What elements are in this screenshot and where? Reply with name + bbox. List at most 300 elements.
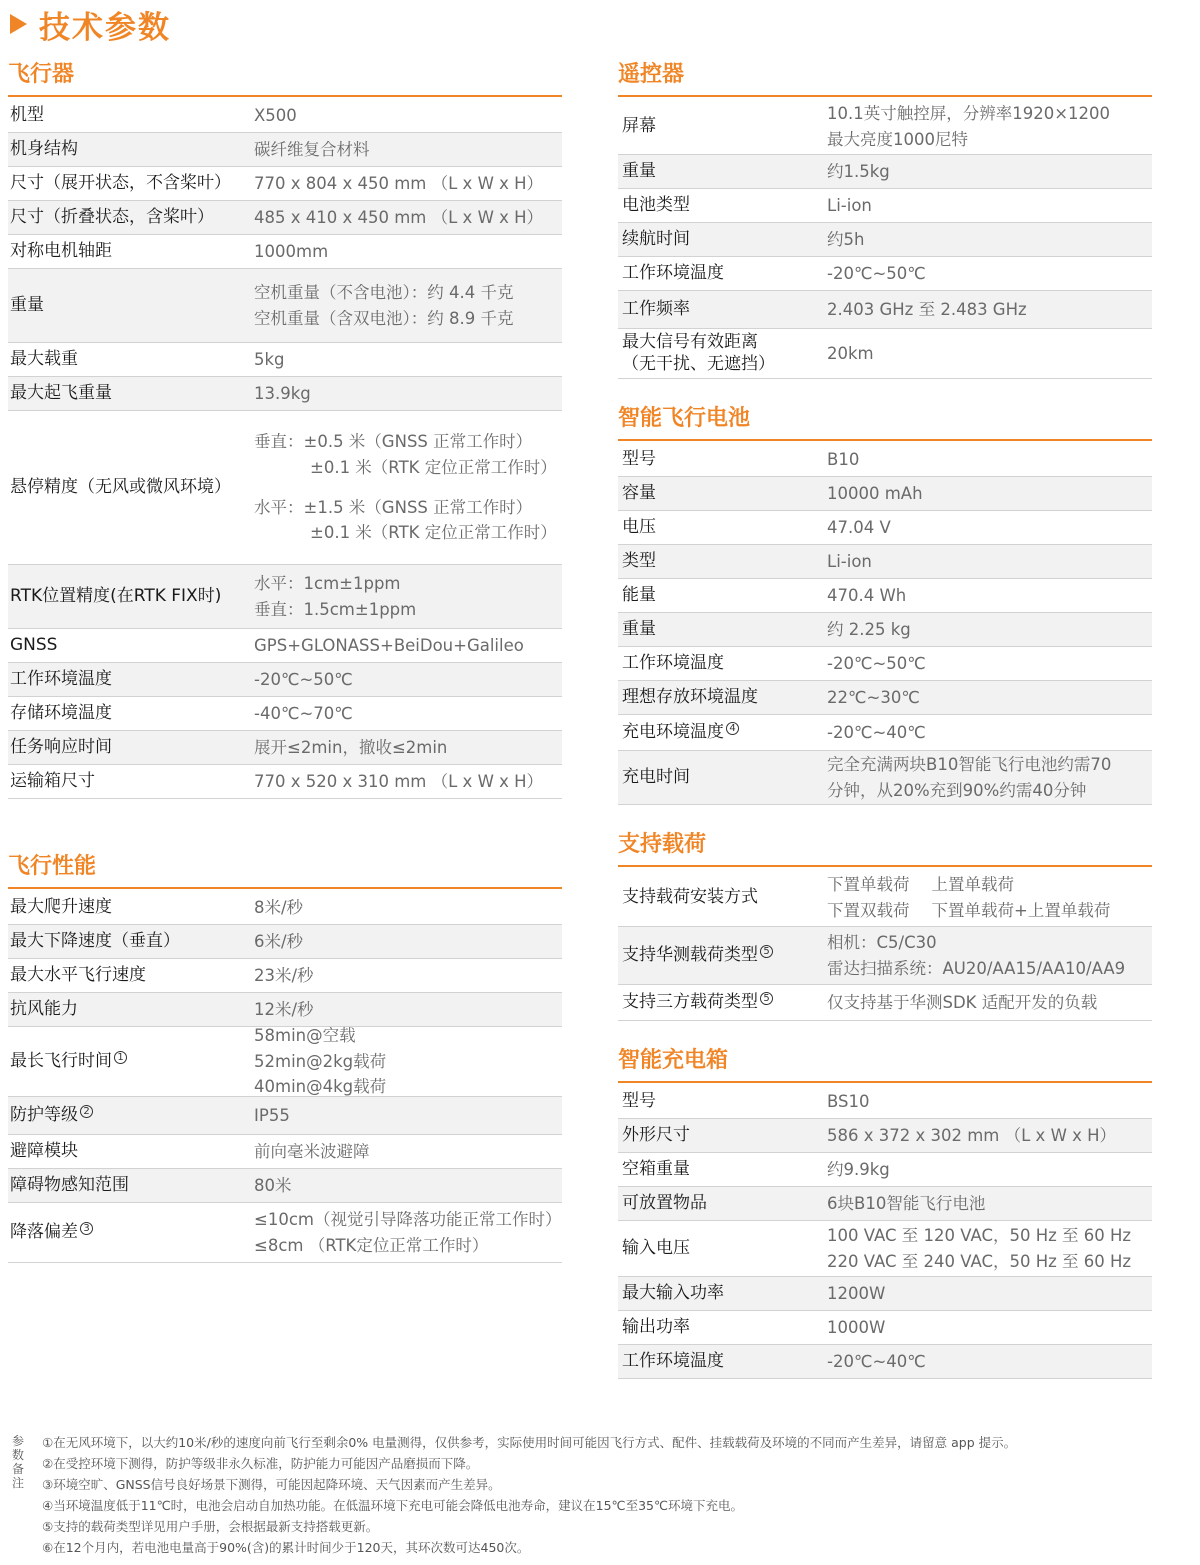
spec-value [250, 1173, 292, 1199]
spec-value-line: 1000W [827, 1317, 886, 1337]
spec-section [618, 55, 1152, 379]
spec-value [250, 1023, 386, 1100]
spec-label [8, 737, 250, 758]
section-title: 智能充电箱 [618, 1041, 1152, 1083]
footnote-item: ⑤支持的载荷类型详见用户手册，会根据最新支持搭载更新。 [42, 1519, 379, 1534]
page-title-text: 技术参数 [39, 9, 171, 46]
spec-value-line: 47.04 V [827, 517, 891, 537]
spec-value-line: 100 VAC 至 120 VAC，50 Hz 至 60 Hz [827, 1225, 1132, 1245]
spec-value [250, 137, 370, 163]
spec-row [618, 1187, 1152, 1221]
spec-value [827, 1157, 890, 1183]
spec-label-text: 防护等级 [10, 1104, 78, 1125]
spec-label-text: 续航时间 [622, 228, 690, 249]
spec-label [8, 999, 250, 1020]
spec-label [618, 1091, 827, 1112]
spec-table [8, 99, 562, 799]
spec-label-text: 工作环境温度 [10, 668, 112, 689]
spec-label [8, 669, 250, 690]
spec-value-line: 分钟，从20%充到90%约需40分钟 [827, 780, 1087, 800]
spec-value [827, 1123, 1116, 1149]
spec-value-line: 展开≤2min，撤收≤2min [254, 737, 448, 757]
spec-value-line: 约 2.25 kg [827, 619, 911, 639]
spec-value [250, 171, 543, 197]
spec-value-line: 10.1英寸触控屏，分辨率1920×1200 [827, 103, 1111, 123]
spec-label [8, 241, 250, 262]
spec-value-line: 约5h [827, 229, 865, 249]
spec-label [618, 1193, 827, 1214]
spec-value-line: 垂直：1.5cm±1ppm [254, 599, 417, 619]
section-title: 飞行性能 [8, 847, 562, 889]
spec-label [618, 299, 827, 320]
spec-value [250, 701, 353, 727]
spec-value-line: 12米/秒 [254, 999, 314, 1019]
spec-value-line: 下置双载荷 [827, 900, 910, 920]
spec-row [8, 133, 562, 167]
spec-label [8, 703, 250, 724]
spec-row [618, 477, 1152, 511]
spec-value [250, 1139, 370, 1165]
spec-value [827, 193, 872, 219]
spec-table [618, 99, 1152, 379]
spec-label [618, 1351, 827, 1372]
spec-section [618, 399, 1152, 805]
arrow-icon [10, 14, 27, 34]
spec-value-line: 约9.9kg [827, 1159, 890, 1179]
spec-label-line: （无干扰、无遮挡） [622, 353, 775, 374]
spec-label-text: 障碍物感知范围 [10, 1174, 129, 1195]
spec-value-line: 22℃~30℃ [827, 687, 920, 707]
spec-label-text: 重量 [622, 618, 656, 639]
spec-value [827, 872, 1110, 923]
spec-value-line: 水平：±1.5 米（GNSS 正常工作时） [254, 497, 533, 517]
spec-label-text: 型号 [622, 448, 656, 469]
spec-label-text: 充电时间 [622, 766, 690, 787]
spec-value-line: 13.9kg [254, 383, 311, 403]
spec-value-line: 470.4 Wh [827, 585, 907, 605]
spec-label [618, 653, 827, 674]
spec-row [8, 993, 562, 1027]
spec-value [827, 261, 926, 287]
spec-value-line: -20℃~40℃ [827, 1351, 926, 1371]
spec-row [8, 411, 562, 565]
spec-label [618, 687, 827, 708]
spec-label [8, 383, 250, 404]
spec-row [618, 1221, 1152, 1277]
spec-value [827, 1281, 885, 1307]
spec-value-line: ±0.1 米（RTK 定位正常工作时） [310, 523, 557, 543]
footnote-marker: 2 [80, 1105, 93, 1118]
spec-value-line: 6块B10智能飞行电池 [827, 1193, 986, 1213]
spec-value [827, 341, 874, 367]
spec-label [618, 1283, 827, 1304]
spec-row [618, 1345, 1152, 1379]
spec-row [618, 511, 1152, 545]
spec-value [827, 1089, 870, 1115]
spec-label [618, 992, 827, 1013]
spec-label [618, 1238, 827, 1259]
spec-label [618, 945, 827, 966]
spec-label [618, 1159, 827, 1180]
spec-value-line: Li-ion [827, 551, 872, 571]
spec-value-line: 下置单载荷+上置单载荷 [931, 900, 1111, 920]
spec-value-line: 1000mm [254, 241, 329, 261]
spec-value [827, 930, 1125, 981]
spec-label [618, 887, 827, 908]
spec-value [250, 633, 524, 659]
spec-row [618, 443, 1152, 477]
spec-value-line: 40min@4kg载荷 [254, 1077, 387, 1097]
spec-value-line: 586 x 372 x 302 mm （L x W x H） [827, 1125, 1117, 1145]
spec-row [618, 869, 1152, 927]
spec-row [8, 201, 562, 235]
spec-value-line: ≤10cm（视觉引导降落功能正常工作时） [254, 1209, 562, 1229]
spec-label-text: 工作环境温度 [622, 262, 724, 283]
spec-value [827, 101, 1110, 152]
spec-label [618, 585, 827, 606]
spec-section [618, 1041, 1152, 1379]
spec-value [250, 103, 297, 129]
spec-row [618, 291, 1152, 329]
spec-value [250, 963, 314, 989]
spec-label-text: 电池类型 [622, 194, 690, 215]
spec-row [618, 751, 1152, 805]
spec-value [827, 297, 1027, 323]
spec-value-line: 10000 mAh [827, 483, 923, 503]
spec-row [618, 545, 1152, 579]
spec-value-line: 碳纤维复合材料 [254, 139, 370, 159]
spec-label-text: 支持载荷安装方式 [622, 886, 758, 907]
spec-value-line: 上置单载荷 [931, 874, 1014, 894]
spec-value-line: 770 x 520 x 310 mm （L x W x H） [254, 771, 544, 791]
spec-value-line: 52min@2kg载荷 [254, 1051, 387, 1071]
spec-value [827, 583, 906, 609]
spec-section [8, 55, 562, 799]
spec-value-line: 220 VAC 至 240 VAC，50 Hz 至 60 Hz [827, 1251, 1132, 1271]
spec-row [8, 765, 562, 799]
spec-label [8, 139, 250, 160]
spec-label-text: 最大起飞重量 [10, 382, 112, 403]
spec-label-text: 最大水平飞行速度 [10, 964, 146, 985]
section-title: 飞行器 [8, 55, 562, 97]
spec-table [618, 1085, 1152, 1379]
spec-value [827, 685, 920, 711]
spec-value [250, 895, 303, 921]
spec-label [8, 173, 250, 194]
spec-value-line: ≤8cm （RTK定位正常工作时） [254, 1235, 489, 1255]
spec-value-line: 空机重量（不含电池）：约 4.4 千克 [254, 282, 514, 302]
spec-label [8, 771, 250, 792]
spec-row [8, 731, 562, 765]
spec-label [618, 1125, 827, 1146]
spec-value [827, 447, 859, 473]
spec-row [8, 269, 562, 343]
page-title [10, 2, 171, 46]
spec-value-line: 相机：C5/C30 [827, 932, 937, 952]
spec-label [8, 1141, 250, 1162]
spec-table [618, 869, 1152, 1021]
footnote-item: ②在受控环境下测得，防护等级非永久标准，防护能力可能因产品磨损而下降。 [42, 1456, 479, 1471]
spec-value [827, 227, 864, 253]
spec-value-line: 空机重量（含双电池）：约 8.9 千克 [254, 308, 514, 328]
footnote-marker: 5 [760, 992, 773, 1005]
spec-label [8, 1175, 250, 1196]
spec-value-line: 仅支持基于华测SDK 适配开发的负载 [827, 992, 1098, 1012]
footnote-marker: 1 [114, 1051, 127, 1064]
spec-value [250, 347, 285, 373]
spec-label [8, 207, 250, 228]
spec-value [250, 571, 416, 622]
left-column [8, 55, 562, 1263]
spec-label [618, 195, 827, 216]
spec-value-line: 58min@空载 [254, 1026, 356, 1046]
spec-row [8, 565, 562, 629]
spec-value [250, 929, 303, 955]
spec-row [618, 681, 1152, 715]
spec-value-line: 雷达扫描系统：AU20/AA15/AA10/AA9 [827, 958, 1126, 978]
spec-label-text: 外形尺寸 [622, 1124, 690, 1145]
spec-label-text: 类型 [622, 550, 656, 571]
spec-label-text: 屏幕 [622, 115, 656, 136]
spec-row [618, 613, 1152, 647]
spec-value [250, 280, 513, 331]
spec-label-text: 尺寸（折叠状态，含桨叶） [10, 206, 214, 227]
spec-label-text: 任务响应时间 [10, 736, 112, 757]
spec-label-line: 最大信号有效距离 [622, 332, 758, 353]
spec-label-text: 重量 [622, 160, 656, 181]
spec-value [250, 239, 328, 265]
spec-value-line: 8米/秒 [254, 897, 304, 917]
spec-value-line: 前向毫米波避障 [254, 1141, 370, 1161]
spec-value-line: BS10 [827, 1091, 870, 1111]
spec-row [8, 891, 562, 925]
spec-value [827, 1315, 885, 1341]
spec-label [618, 229, 827, 250]
spec-value [250, 735, 447, 761]
spec-label [8, 586, 250, 607]
spec-row [8, 99, 562, 133]
spec-label [8, 1051, 250, 1072]
spec-label [8, 105, 250, 126]
right-column [618, 55, 1152, 1379]
spec-row [618, 223, 1152, 257]
spec-value-line: -40℃~70℃ [254, 703, 353, 723]
spec-row [618, 647, 1152, 681]
spec-value-line: ±0.1 米（RTK 定位正常工作时） [310, 457, 557, 477]
spec-value [827, 1349, 926, 1375]
section-title: 遥控器 [618, 55, 1152, 97]
spec-label [618, 116, 827, 137]
spec-label [8, 477, 250, 498]
spec-label-text: 最大下降速度（垂直） [10, 930, 180, 951]
spec-value-line: 6米/秒 [254, 931, 304, 951]
footnote-marker: 4 [726, 722, 739, 735]
spec-value-line: -20℃~40℃ [827, 722, 926, 742]
spec-row [8, 663, 562, 697]
footnote-marker: 5 [760, 945, 773, 958]
spec-row [8, 343, 562, 377]
spec-label [618, 1317, 827, 1338]
spec-row [8, 1203, 562, 1263]
spec-row [8, 167, 562, 201]
spec-table [618, 443, 1152, 805]
spec-value [250, 997, 314, 1023]
spec-label [618, 483, 827, 504]
spec-value-line: 约1.5kg [827, 161, 890, 181]
spec-value [827, 617, 911, 643]
spec-row [618, 189, 1152, 223]
spec-label-text: GNSS [10, 634, 58, 655]
footnote-item: ①在无风环境下，以大约10米/秒的速度向前飞行至剩余0% 电量测得，仅供参考，实际使用时间可能因飞行方式、配件、挂载载荷及环境的不同而产生差异，请留意 app 提示。 [42, 1435, 1017, 1450]
spec-row [618, 1085, 1152, 1119]
spec-row [8, 235, 562, 269]
spec-value [250, 205, 543, 231]
spec-label-text: 降落偏差 [10, 1221, 78, 1242]
section-title: 支持载荷 [618, 825, 1152, 867]
spec-value [250, 769, 543, 795]
footnote-marker: 3 [80, 1222, 93, 1235]
spec-value [250, 667, 353, 693]
footnotes-list [42, 1432, 1016, 1558]
spec-row [8, 1097, 562, 1135]
spec-label-text: 对称电机轴距 [10, 240, 112, 261]
spec-label [8, 965, 250, 986]
spec-value [827, 549, 872, 575]
spec-value [827, 1223, 1131, 1274]
spec-value [827, 481, 923, 507]
spec-value-line: 80米 [254, 1175, 292, 1195]
spec-label [618, 619, 827, 640]
spec-row [618, 155, 1152, 189]
spec-label-text: 可放置物品 [622, 1192, 707, 1213]
footnote-item: ③环境空旷、GNSS信号良好场景下测得，可能因起降环境、天气因素而产生差异。 [42, 1477, 501, 1492]
spec-label-text: 能量 [622, 584, 656, 605]
spec-label-text: 尺寸（展开状态，不含桨叶） [10, 172, 231, 193]
spec-row [618, 1277, 1152, 1311]
spec-value [250, 1207, 561, 1258]
spec-value [827, 752, 1111, 803]
spec-label-text: 重量 [10, 294, 44, 315]
payload-mount-grid [827, 872, 1110, 923]
spec-row [8, 629, 562, 663]
spec-value-line: B10 [827, 449, 860, 469]
spec-label [8, 931, 250, 952]
spec-value-line: GPS+GLONASS+BeiDou+Galileo [254, 635, 524, 655]
spec-label-text: 支持华测载荷类型 [622, 944, 758, 965]
spec-value-line: 水平：1cm±1ppm [254, 573, 401, 593]
spec-value-line: 23米/秒 [254, 965, 314, 985]
spec-label-text: 工作环境温度 [622, 652, 724, 673]
spec-value [827, 159, 890, 185]
spec-label [8, 1222, 250, 1243]
spec-value-line: 1200W [827, 1283, 886, 1303]
spec-row [618, 1311, 1152, 1345]
spec-value-line: 完全充满两块B10智能飞行电池约需70 [827, 754, 1112, 774]
spec-value-line: Li-ion [827, 195, 872, 215]
spec-value-line: -20℃~50℃ [827, 653, 926, 673]
spec-label-text: 理想存放环境温度 [622, 686, 758, 707]
spec-label [618, 517, 827, 538]
spec-label-text: 运输箱尺寸 [10, 770, 95, 791]
spec-label [618, 767, 827, 788]
spec-label-text: 工作频率 [622, 298, 690, 319]
spec-value-line: 垂直：±0.5 米（GNSS 正常工作时） [254, 432, 533, 452]
spec-row [618, 715, 1152, 751]
spec-label [618, 332, 827, 375]
spec-label [8, 349, 250, 370]
spec-row [8, 959, 562, 993]
spec-label-text: 最长飞行时间 [10, 1050, 112, 1071]
spec-value-line: -20℃~50℃ [827, 263, 926, 283]
spec-row [8, 1135, 562, 1169]
spec-value-line: 2.403 GHz 至 2.483 GHz [827, 299, 1027, 319]
spec-row [618, 985, 1152, 1021]
spec-row [618, 1119, 1152, 1153]
spec-label [618, 551, 827, 572]
spec-table [8, 891, 562, 1263]
spec-value [250, 429, 557, 545]
spec-label-text: 存储环境温度 [10, 702, 112, 723]
spec-row [8, 1027, 562, 1097]
spec-value-line: 485 x 410 x 450 mm （L x W x H） [254, 207, 544, 227]
spec-row [618, 1153, 1152, 1187]
spec-value [250, 1103, 290, 1129]
spec-label [618, 263, 827, 284]
spec-label-text: 避障模块 [10, 1140, 78, 1161]
spec-value [827, 515, 891, 541]
spec-row [618, 99, 1152, 155]
footnote-item: ⑥在12个月内，若电池电量高于90%(含)的累计时间少于120天，其环次数可达450次。 [42, 1540, 530, 1555]
footnotes [12, 1432, 1182, 1558]
spec-label [8, 1105, 250, 1126]
spec-row [618, 329, 1152, 379]
spec-label-text: 机身结构 [10, 138, 78, 159]
spec-value-line: X500 [254, 105, 297, 125]
spec-label-text: 输出功率 [622, 1316, 690, 1337]
spec-value-line: 5kg [254, 349, 285, 369]
spec-value-line: 下置单载荷 [827, 874, 910, 894]
spec-section [8, 847, 562, 1263]
spec-label-text: 悬停精度（无风或微风环境） [10, 476, 231, 497]
section-title: 智能飞行电池 [618, 399, 1152, 441]
spec-label [618, 449, 827, 470]
spec-row [8, 697, 562, 731]
spec-label-text: 容量 [622, 482, 656, 503]
spec-label-text: 电压 [622, 516, 656, 537]
spec-label-text: 空箱重量 [622, 1158, 690, 1179]
spec-label-text: 型号 [622, 1090, 656, 1111]
spec-value-line: IP55 [254, 1105, 290, 1125]
spec-label-text: 抗风能力 [10, 998, 78, 1019]
spec-label [618, 722, 827, 743]
spec-label [8, 295, 250, 316]
spec-value-line: 最大亮度1000尼特 [827, 129, 968, 149]
spec-value [827, 720, 926, 746]
spec-label-text: 最大爬升速度 [10, 896, 112, 917]
spec-label [618, 161, 827, 182]
spec-row [618, 579, 1152, 613]
spec-label-text: 工作环境温度 [622, 1350, 724, 1371]
spec-row [8, 377, 562, 411]
spec-label-text: 支持三方载荷类型 [622, 991, 758, 1012]
spec-label-text: 最大载重 [10, 348, 78, 369]
spec-label-text: RTK位置精度(在RTK FIX时) [10, 585, 222, 606]
spec-label-text: 最大输入功率 [622, 1282, 724, 1303]
spec-row [8, 1169, 562, 1203]
spec-row [618, 257, 1152, 291]
spec-row [8, 925, 562, 959]
spec-row [618, 927, 1152, 985]
